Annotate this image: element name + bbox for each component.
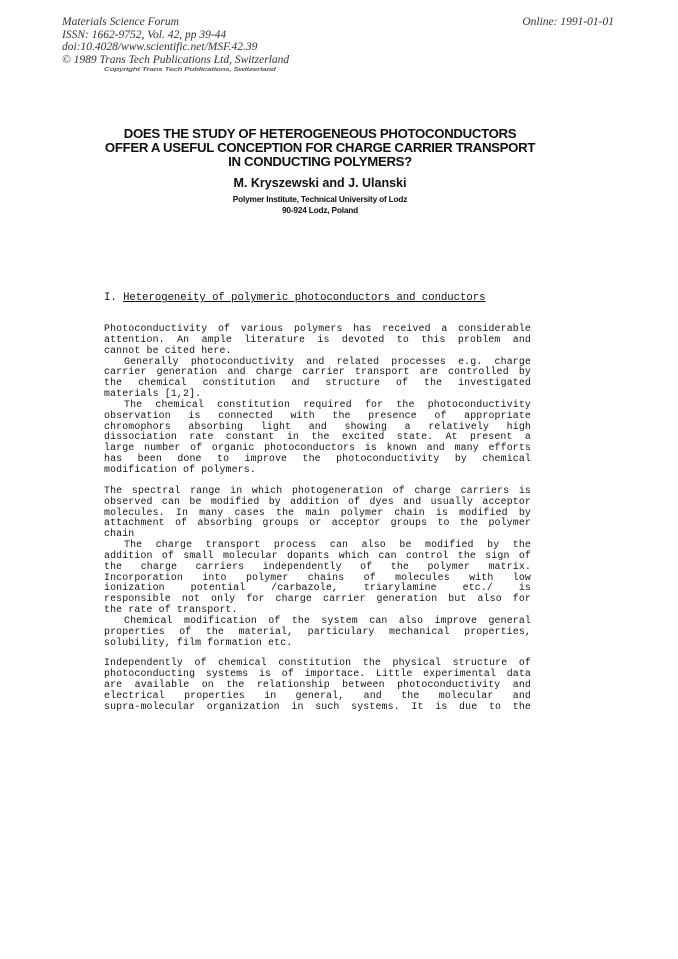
text-line: electrical properties in general, and the molecular and	[104, 690, 531, 701]
journal-name: Materials Science Forum	[62, 16, 179, 28]
paragraph	[104, 486, 531, 649]
text-line: has been done to improve the photoconductivity by chemical	[104, 453, 531, 465]
paragraph	[104, 324, 531, 476]
text-line: the rate of transport.	[104, 604, 238, 616]
text-line: are available on the relationship between photoconductivity and	[104, 679, 531, 691]
text-line: responsible not only for charge carrier generation but also for	[104, 593, 531, 605]
text-line: carrier generation and charge carrier transport are controlled by	[104, 366, 531, 378]
affiliation	[90, 194, 550, 215]
text-line: The spectral range in which photogeneration of charge carriers is	[104, 484, 531, 496]
faded-copyright-notice: Copyright Trans Tech Publications, Switzerland	[104, 66, 276, 73]
text-line: chain	[104, 528, 135, 540]
text-line: Photoconductivity of various polymers has received a considerable	[104, 323, 531, 334]
text-line: the chemical constitution and structure of the investigated	[104, 377, 531, 389]
text-line: addition of small molecular dopants which can control the sign of	[104, 549, 531, 561]
online-date: Online: 1991-01-01	[522, 16, 614, 28]
affiliation-line: Polymer Institute, Technical University of Lodz	[232, 194, 408, 204]
section-title: Heterogeneity of polymeric photoconductors and conductors	[123, 292, 486, 304]
text-line: the charge carriers independently of the polymer matrix.	[104, 560, 531, 572]
section-heading	[104, 292, 485, 304]
text-line: large number of organic photoconductors is known and many efforts	[104, 442, 531, 454]
text-line: molecules. In many cases the main polymer chain is modified by	[104, 506, 531, 518]
text-line: photoconducting systems is of importace. Little experimental data	[104, 668, 531, 680]
title-line: DOES THE STUDY OF HETEROGENEOUS PHOTOCONDUCTORS	[123, 126, 517, 141]
text-line: supra-molecular organization in such systems. It is due to the	[104, 700, 531, 712]
text-line: Generally photoconductivity and related processes e.g. charge	[124, 355, 531, 367]
text-line: solubility, film formation etc.	[104, 636, 293, 648]
text-line: Chemical modification of the system can also improve general	[124, 614, 531, 626]
title-line: IN CONDUCTING POLYMERS?	[228, 153, 412, 169]
paper-title	[90, 127, 550, 168]
text-line: The charge transport process can also be modified by the	[124, 539, 531, 551]
text-line: Incorporation into polymer chains of molecules with low	[104, 571, 531, 583]
title-line: OFFER A USEFUL CONCEPTION FOR CHARGE CARRIER TRANSPORT	[104, 139, 536, 155]
text-line: cannot be cited here.	[104, 344, 232, 356]
section-number: I.	[104, 292, 117, 304]
text-line: attachment of absorbing groups or acceptor groups to the polymer	[104, 517, 531, 529]
issn-line: ISSN: 1662-9752, Vol. 42, pp 39-44	[62, 28, 227, 41]
text-line: observation is connected with the presence of appropriate	[104, 409, 531, 421]
text-line: observed can be modified by addition of dyes and usually acceptor	[104, 495, 531, 507]
paragraph	[104, 658, 531, 712]
body-text	[104, 324, 531, 723]
text-line: Independently of chemical constitution the physical structure of	[104, 657, 531, 669]
doi-line: doi:10.4028/www.scientific.net/MSF.42.39	[62, 41, 258, 54]
text-line: properties of the material, particulary mechanical properties,	[104, 625, 531, 637]
text-line: attention. An ample literature is devoted to this problem and	[104, 333, 531, 345]
text-line: The chemical constitution required for the photoconductivity	[124, 398, 531, 410]
affiliation-line: 90-924 Lodz, Poland	[282, 204, 358, 215]
authors: M. Kryszewski and J. Ulanski	[233, 176, 407, 190]
text-line: dissociation rate constant in the excited state. At present a	[104, 431, 531, 443]
text-line: ionization potential /carbazole, triarylamine etc./ is	[104, 582, 531, 594]
text-line: chromophors absorbing light and showing a relatively high	[104, 420, 531, 432]
text-line: modification of polymers.	[104, 463, 256, 475]
copyright-line: © 1989 Trans Tech Publications Ltd, Switzerland	[62, 53, 290, 66]
text-line: materials [1,2].	[104, 388, 202, 400]
